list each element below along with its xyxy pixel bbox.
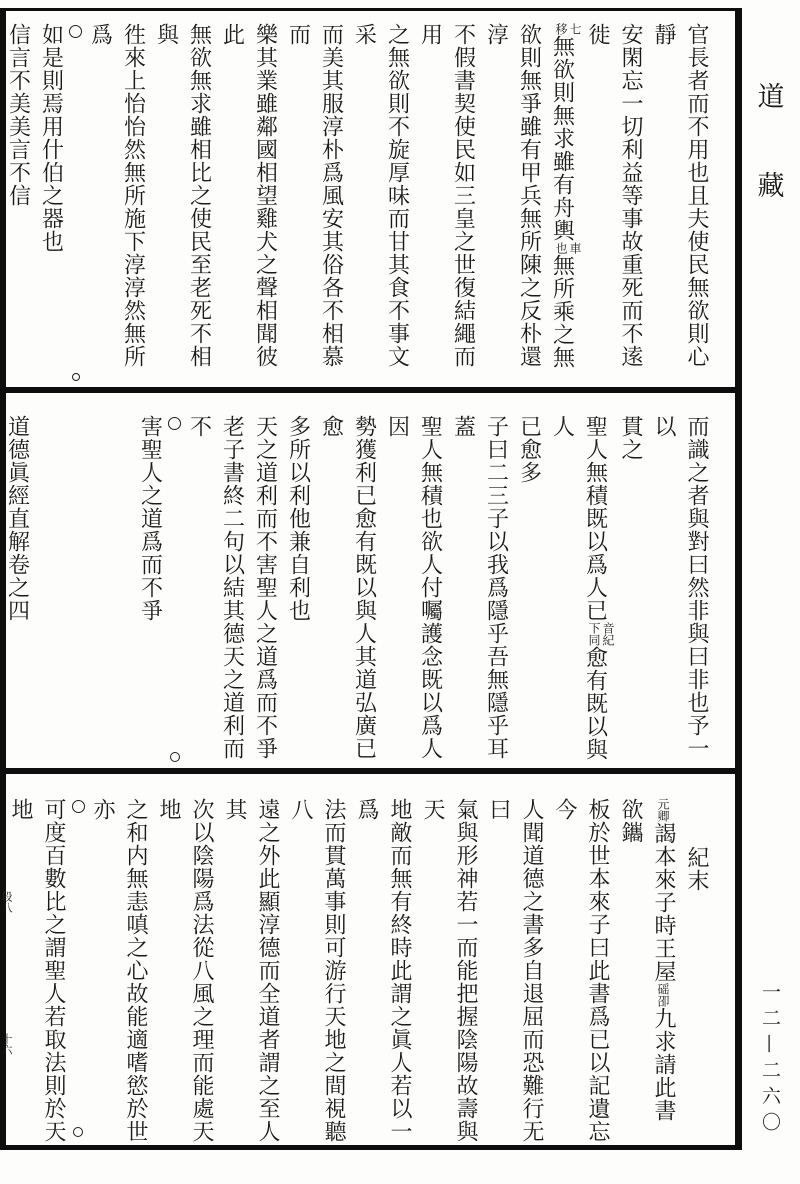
text-column: 法而貫萬事則可游行天地之間視聽八 [288,798,346,1143]
text-block-frame [0,8,742,1150]
section-bottom-register [0,774,735,1143]
text-column: 勢獲利已愈有既以與人其道弘廣已愈 [318,415,377,760]
text-column: 天之道利而不害聖人之道爲而不爭 [252,415,278,760]
text-column: 多所以利他兼自利也 [285,415,311,622]
divider-circle-bottom [73,1127,83,1137]
divider-circle-bottom [170,752,180,762]
divider-circle-top [168,417,181,430]
text-column: 之和内無恚嗔之心故能適嗜慾於世亦 [90,798,148,1143]
text-column: 不假書契使民如三皇之世復結繩而用 [417,23,476,368]
divider-circle-top [72,800,85,813]
canon-tab [742,84,800,200]
text-column: 樂其業雖鄰國相望雞犬之聲相聞彼此 [219,23,278,368]
text-column: 次以陰陽爲法從八風之理而能處天地 [156,798,214,1143]
text-column: 可度百數比之謂聖人若取法則於天地 [8,798,66,1143]
text-column: 之無欲則不旋厚味而甘其食不事文采 [351,23,410,368]
text-column: 聖人無積也欲人付囑護念既以爲人因 [384,415,443,760]
canon-label-dao: 道 [757,82,785,113]
text-column [0,23,2,387]
text-column: 安閑忘一切利益等事故重死而不逺徙 [585,23,643,368]
text-column: 元卿謁本來子時王屋磘卲九求請此書欲鑴 [618,798,676,1122]
text-column: 信言不美美言不信 [5,23,31,207]
text-column: 官長者而不用也且夫使民無欲則心靜 [651,23,709,368]
section-middle-register [6,393,735,768]
inline-annotation-pair: 車 也 [554,242,582,254]
text-column: 害聖人之道爲而不爭 [137,415,163,622]
text-column: 如是則焉用什伯之器也 [38,23,64,253]
text-column: 七 移 無欲則無求雖有舟輿 車 也 無所乘之無 [549,23,582,369]
text-column [0,798,13,1143]
divider-circle-bottom [72,373,80,381]
section-divider-circles [167,415,183,768]
text-column: 人聞道德之書多自退屈而恐難行无曰 [486,798,544,1143]
text-column: 遠之外此顯淳德而全道者謂之至人其 [222,798,280,1143]
inline-annotation-pair: 七 移 [554,23,582,35]
text-column: 已愈多 [516,415,542,484]
text-column: 板於世本來子曰此書爲已以記遺忘今 [552,798,610,1143]
text-column: 氣與形神若一而能把握陰陽故壽與天 [420,798,478,1143]
inline-annotation-pair: 音紀 下同 [587,622,615,646]
text-column: 欲則無爭雖有甲兵無所陳之反朴還淳 [483,23,542,368]
text-column: 聖人無積既以爲人已 音紀 下同 愈有既以與人 [549,415,615,761]
margin-annotation: 段八 [0,891,13,914]
inline-annotation: 元卿 [656,798,670,822]
text-column: 而識之者與對曰然非與曰非也予一以 [651,415,709,760]
right-margin [742,8,800,1150]
text-column: 紀末 [684,846,709,892]
volume-title-column: 道德眞經直解卷之四 [4,415,30,622]
column-gap [34,415,134,768]
section-top-register [6,11,735,387]
inline-annotation: 磘卲 [656,983,670,1007]
text-column: 徃來上怡怡然無所施下淳淳然無所爲 [87,23,146,368]
text-column: 老子書終二句以結其德天之道利而不 [186,415,245,760]
divider-circle-top [69,25,82,38]
margin-annotation: 十六 [0,1032,13,1055]
text-column: 子曰二三子以我爲隱乎吾無隱乎耳蓋 [450,415,509,760]
page-number: 一二—二六〇 [759,982,781,1138]
text-column: 地敵而無有終時此謂之眞人若以一爲 [354,798,412,1143]
canon-label-zang: 藏 [757,171,785,202]
section-divider-circles [68,23,84,387]
text-column: 貫之 [618,415,643,461]
text-column: 無欲無求雖相比之使民至老死不相與 [153,23,212,368]
section-divider-circles [70,798,86,1143]
text-column: 而美其服淳朴爲風安其俗各不相慕而 [285,23,344,368]
